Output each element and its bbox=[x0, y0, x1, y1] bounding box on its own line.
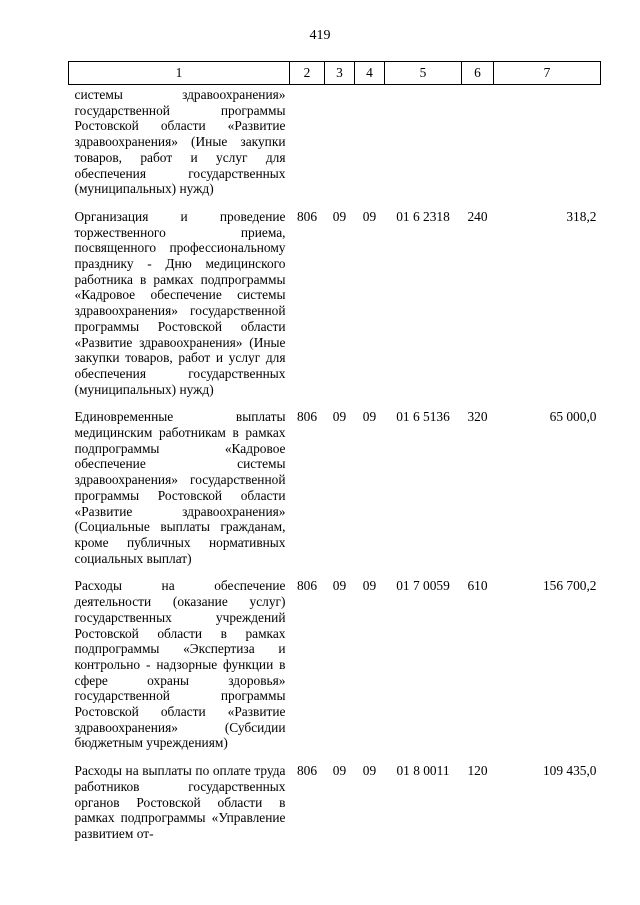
expense-type-code: 240 bbox=[467, 208, 488, 224]
header-col-3: 3 bbox=[325, 62, 355, 85]
target-article-code: 01 6 5136 bbox=[396, 409, 450, 425]
expense-type-code bbox=[462, 85, 494, 197]
ministry-code: 806 bbox=[296, 578, 318, 594]
section-code: 09 bbox=[332, 578, 347, 594]
expense-type-code: 610 bbox=[467, 578, 488, 594]
budget-table bbox=[68, 61, 601, 842]
table-header bbox=[69, 62, 601, 85]
expense-type-code: 120 bbox=[467, 763, 488, 779]
table-row bbox=[69, 85, 601, 197]
section-code: 09 bbox=[332, 208, 347, 224]
subsection-code: 09 bbox=[362, 409, 377, 425]
section-code: 09 bbox=[332, 763, 347, 779]
row-description: Расходы на обеспечение деятельности (оказание услуг) государственных учреждений Ростовской области в рамках подпрограммы «Экспертиза и контрольно - надзорные функции в сфере охраны здоровья» государственной программы Ростовской области «Развитие здравоохранения» (Субсидии бюджетным учреждениям) bbox=[74, 578, 286, 751]
header-col-6: 6 bbox=[462, 62, 494, 85]
header-col-2: 2 bbox=[290, 62, 325, 85]
subsection-code: 09 bbox=[362, 578, 377, 594]
header-col-1: 1 bbox=[69, 62, 290, 85]
target-article-code bbox=[385, 85, 462, 197]
table-row bbox=[69, 751, 601, 842]
amount bbox=[494, 85, 601, 197]
page-number: 419 bbox=[309, 28, 331, 43]
table-row bbox=[69, 197, 601, 397]
row-description: Организация и проведение торжественного приема, посвященного профессиональному празднику - Дню медицинского работника в рамках подпрограммы «Кадровое обеспечение системы здравоохранения» государственной программы Ростовской области «Развитие здравоохранения» (Иные закупки товаров, работ и услуг для обеспечения государственных (муниципальных) нужд) bbox=[74, 208, 286, 397]
row-description: системы здравоохранения» государственной программы Ростовской области «Развитие здравоохранения» (Иные закупки товаров, работ и услуг для обеспечения государственных (муниципальных) нужд) bbox=[74, 87, 286, 197]
section-code bbox=[325, 85, 355, 197]
table-row bbox=[69, 566, 601, 751]
ministry-code: 806 bbox=[296, 409, 318, 425]
amount: 318,2 bbox=[566, 208, 597, 224]
table-row bbox=[69, 397, 601, 566]
row-description: Расходы на выплаты по оплате труда работников государственных органов Ростовской области в рамках подпрограммы «Управление развитием от- bbox=[74, 763, 286, 841]
expense-type-code: 320 bbox=[467, 409, 488, 425]
target-article-code: 01 8 0011 bbox=[396, 763, 450, 779]
subsection-code: 09 bbox=[362, 208, 377, 224]
amount: 65 000,0 bbox=[549, 409, 597, 425]
section-code: 09 bbox=[332, 409, 347, 425]
ministry-code bbox=[290, 85, 325, 197]
target-article-code: 01 6 2318 bbox=[396, 208, 450, 224]
row-description: Единовременные выплаты медицинским работникам в рамках подпрограммы «Кадровое обеспечение системы здравоохранения» государственной программы Ростовской области «Развитие здравоохранения» (Социальные выплаты гражданам, кроме публичных нормативных социальных выплат) bbox=[74, 409, 286, 566]
amount: 156 700,2 bbox=[542, 578, 597, 594]
header-col-4: 4 bbox=[355, 62, 385, 85]
header-col-5: 5 bbox=[385, 62, 462, 85]
ministry-code: 806 bbox=[296, 763, 318, 779]
header-col-7: 7 bbox=[494, 62, 601, 85]
subsection-code bbox=[355, 85, 385, 197]
amount: 109 435,0 bbox=[542, 763, 597, 779]
target-article-code: 01 7 0059 bbox=[396, 578, 450, 594]
ministry-code: 806 bbox=[296, 208, 318, 224]
subsection-code: 09 bbox=[362, 763, 377, 779]
